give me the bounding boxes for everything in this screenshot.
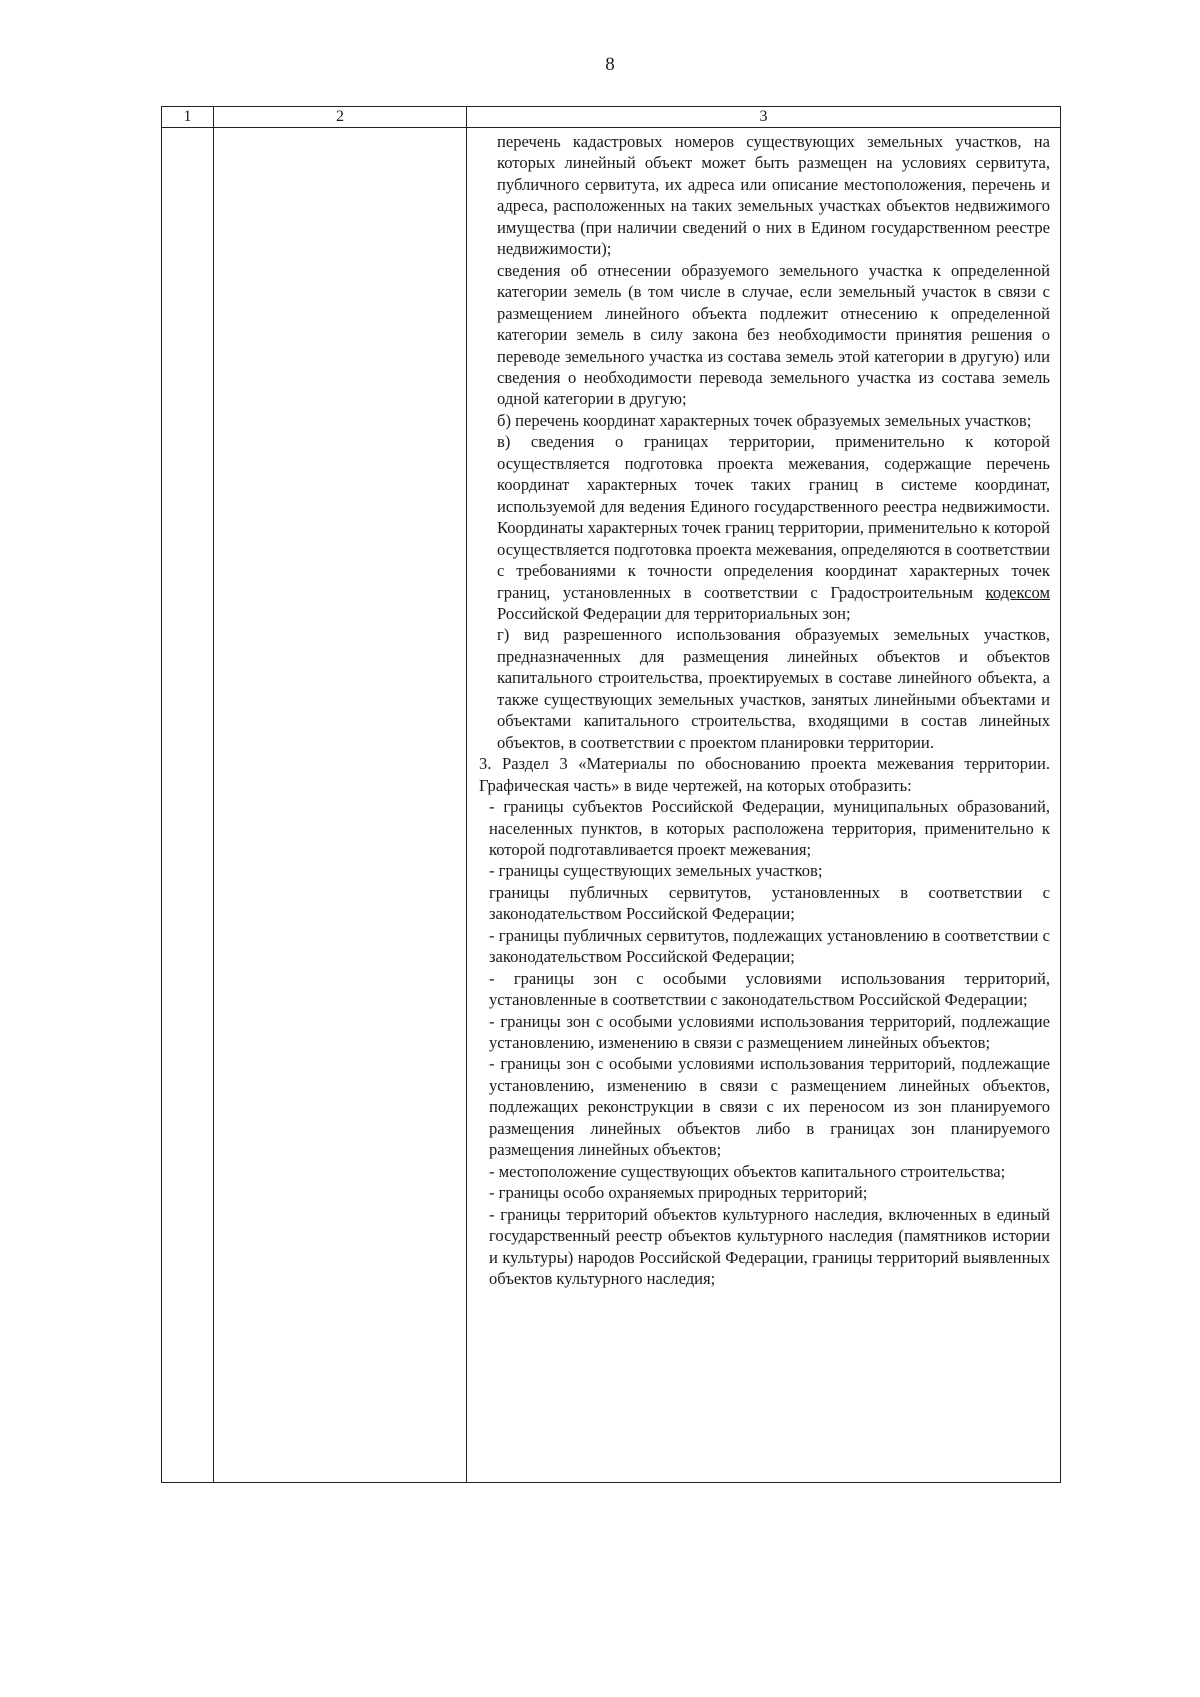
list-item: - границы субъектов Российской Федерации, муниципальных образований, населенных пунктов, в которых расположена территория, применительно к которой подготавливается проект межевания;	[489, 797, 1050, 859]
list-item: - границы зон с особыми условиями использования территорий, установленные в соответствии с законодательством Российской Федерации;	[489, 968, 1050, 1010]
column-header-3: 3	[467, 107, 1061, 128]
list-item: - границы зон с особыми условиями использования территорий, подлежащие установлению, изменению в связи с размещением линейных объектов;	[489, 1011, 1050, 1053]
requirements-table	[161, 106, 1061, 1483]
paragraph-b-coordinates: б) перечень координат характерных точек образуемых земельных участков;	[497, 410, 1032, 430]
list-item: - границы особо охраняемых природных территорий;	[489, 1183, 868, 1203]
list-item: - границы публичных сервитутов, подлежащих установлению в соответствии с законодательством Российской Федерации;	[489, 925, 1050, 967]
paragraph-v-territory-borders	[479, 431, 1050, 624]
paragraph-land-category: сведения об отнесении образуемого земельного участка к определенной категории земель (в том числе в случае, если земельный участок в связи с размещением линейного объекта подлежит отнесению к определенной категории земель в силу закона без необходимости принятия решения о переводе земельного участка из состава земель этой категории в другую) или сведения о необходимости перевода земельного участка из состава земель одной категории в другую;	[497, 260, 1050, 409]
paragraph-cadastral-numbers: перечень кадастровых номеров существующих земельных участков, на которых линейный объект может быть размещен на условиях сервитута, публичного сервитута, их адреса или описание местоположения, перечень и адреса, расположенных на таких земельных участках объектов недвижимого имущества (при наличии сведений о них в Едином государственном реестре недвижимости);	[497, 132, 1050, 259]
list-item: - границы территорий объектов культурного наследия, включенных в единый государственный реестр объектов культурного наследия (памятников истории и культуры) народов Российской Федерации, границы территорий выявленных объектов культурного наследия;	[489, 1204, 1050, 1289]
cell-col-2	[214, 128, 467, 1483]
column-header-2: 2	[214, 107, 467, 128]
paragraph-g-permitted-use: г) вид разрешенного использования образуемых земельных участков, предназначенных для размещения линейных объектов и объектов капитального строительства, проектируемых в составе линейного объекта, а также существующих земельных участков, занятых линейными объектами и объектами капитального строительства, входящими в состав линейных объектов, в соответствии с проектом планировки территории.	[497, 625, 1050, 752]
list-item: - границы существующих земельных участков;	[489, 861, 823, 881]
paragraph-v-tail: Российской Федерации для территориальных зон;	[497, 603, 851, 623]
cell-col-3	[467, 128, 1061, 1483]
list-item: - местоположение существующих объектов капитального строительства;	[489, 1161, 1006, 1181]
column-header-1: 1	[162, 107, 214, 128]
paragraph-v-text: в) сведения о границах территории, применительно к которой осуществляется подготовка проекта межевания, содержащие перечень координат характерных точек таких границ в системе координат, используемой для ведения Единого государственного реестра недвижимости. Координаты характерных точек границ территории, применительно к которой осуществляется подготовка проекта межевания, определяются в соответствии с требованиями к точности определения координат характерных точек границ, установленных в соответствии с Градостроительным	[497, 432, 1050, 602]
codex-link[interactable]: кодексом	[985, 582, 1050, 602]
cell-col-1	[162, 128, 214, 1483]
list-item: - границы зон с особыми условиями использования территорий, подлежащие установлению, изменению в связи с размещением линейных объектов, подлежащих реконструкции в связи с их переносом из зон планируемого размещения линейных объектов либо в границах зон планируемого размещения линейных объектов;	[489, 1054, 1050, 1160]
list-item: границы публичных сервитутов, установленных в соответствии с законодательством Российской Федерации;	[489, 882, 1050, 924]
page-number: 8	[605, 54, 615, 75]
paragraph-section-3: 3. Раздел 3 «Материалы по обоснованию проекта межевания территории. Графическая часть» в виде чертежей, на которых отобразить:	[479, 754, 1050, 795]
table-row	[162, 128, 1061, 1483]
table-header-row	[162, 107, 1061, 128]
